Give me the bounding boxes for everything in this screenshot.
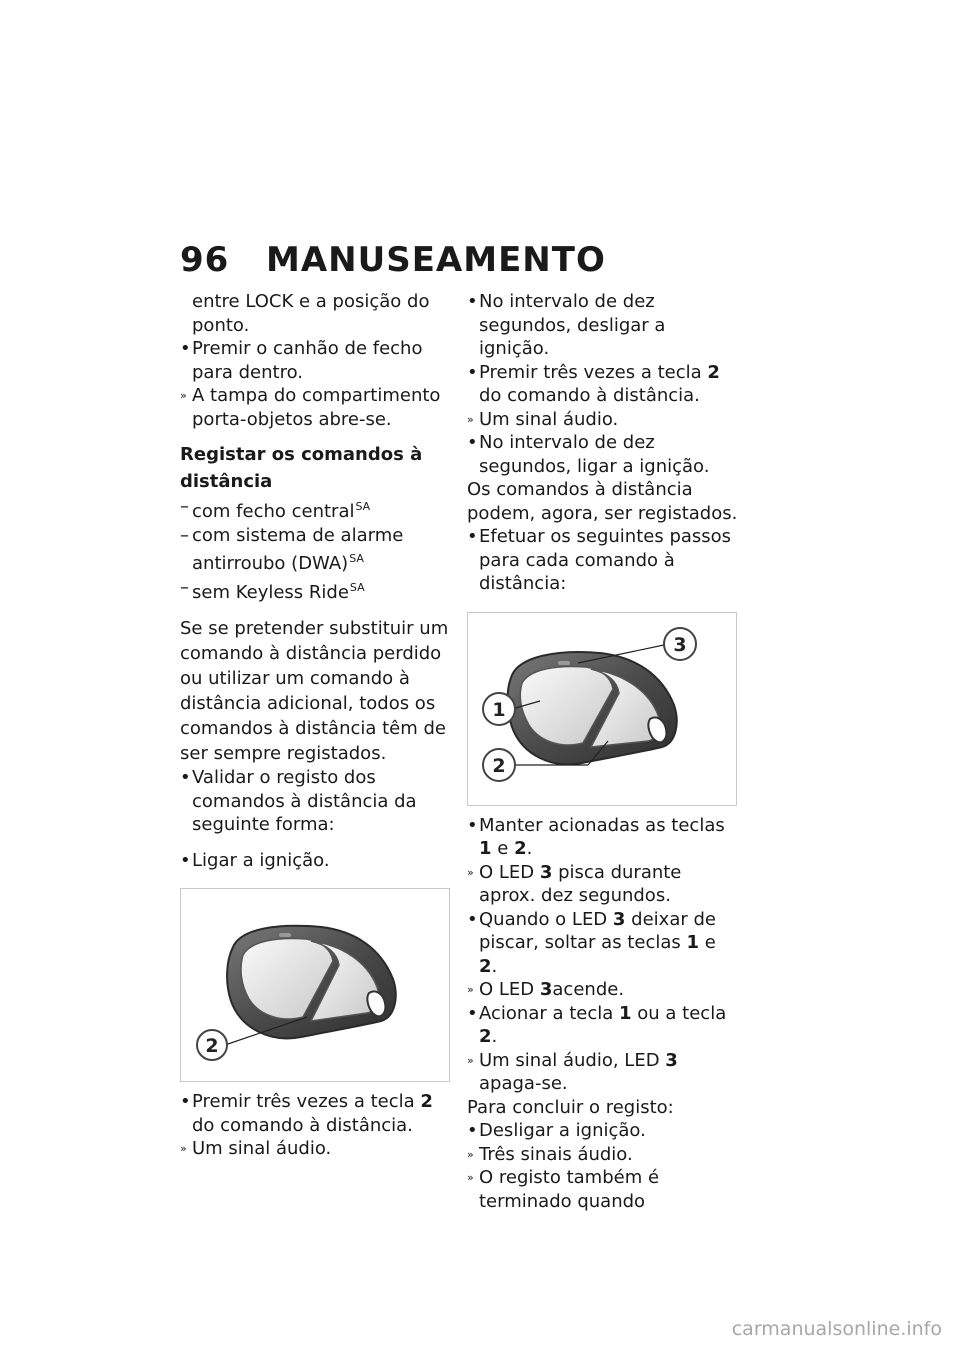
result-item [467, 978, 739, 1002]
result-item [180, 384, 452, 431]
right-column [467, 290, 739, 1213]
list-item-text: Desligar a ignição. [479, 1120, 646, 1141]
result-marker: » [467, 983, 474, 996]
condition-item [180, 495, 452, 524]
list-item [467, 431, 739, 478]
sa-tag: SA [349, 552, 364, 565]
result-text: O LED 3acende. [479, 979, 625, 1000]
list-item-text: No intervalo de dez segundos, desligar a ignição. [479, 291, 666, 359]
result-item [180, 1137, 452, 1161]
paragraph: Os comandos à distância podem, agora, ser registados. [467, 479, 738, 524]
dash-marker: – [180, 496, 189, 517]
remote-key-figure-numbered [467, 612, 737, 806]
callout-2-label: 2 [492, 754, 506, 777]
condition-item [180, 576, 452, 605]
led-indicator [558, 661, 570, 665]
bullet-marker: • [467, 361, 478, 383]
list-item-text: Premir três vezes a tecla 2 do comando à distância. [479, 361, 720, 406]
list-item-text: Manter acionadas as teclas 1 e 2. [479, 814, 725, 859]
section-heading: Registar os comandos à distância [180, 444, 423, 492]
list-item [467, 1119, 739, 1143]
list-item [180, 337, 452, 384]
list-item-text: Efetuar os seguintes passos para cada comando à distância: [479, 526, 732, 594]
list-item [467, 814, 739, 861]
bullet-marker: • [467, 814, 478, 836]
watermark: carmanualsonline.info [731, 1318, 942, 1340]
list-item-text: Validar o registo dos comandos à distância da seguinte forma: [192, 767, 417, 835]
result-item [467, 861, 739, 908]
bullet-marker: • [180, 1091, 191, 1112]
paragraph: Para concluir o registo: [467, 1096, 674, 1118]
result-marker: » [467, 865, 474, 879]
result-marker: » [467, 1171, 474, 1184]
list-item-text: Ligar a ignição. [192, 849, 330, 871]
result-marker: » [180, 1142, 187, 1155]
callout-1-label: 1 [492, 698, 506, 721]
result-marker: » [180, 389, 187, 402]
result-text: Um sinal áudio, LED 3 apaga-se. [479, 1049, 678, 1094]
continued-text: entre LOCK e a posição do ponto. [192, 291, 430, 336]
list-item [180, 849, 452, 873]
result-item [467, 1166, 739, 1213]
list-item [467, 525, 739, 596]
list-item-text: Premir o canhão de fecho para dentro. [192, 338, 423, 383]
list-item-text: No intervalo de dez segundos, ligar a ignição. [479, 432, 710, 477]
result-item [467, 1049, 739, 1096]
page-header [180, 240, 606, 280]
result-item [467, 408, 739, 432]
result-text: Três sinais áudio. [479, 1143, 633, 1165]
list-item-text: Acionar a tecla 1 ou a tecla 2. [479, 1002, 727, 1047]
sa-tag: SA [355, 500, 371, 513]
remote-key-illustration [181, 889, 449, 1081]
bullet-marker: • [180, 849, 191, 871]
result-marker: » [467, 412, 474, 426]
bullet-marker: • [467, 908, 478, 930]
led-indicator [279, 933, 291, 937]
callout-2-label: 2 [205, 1035, 219, 1057]
bullet-marker: • [467, 432, 478, 453]
result-item [467, 1143, 739, 1167]
list-item [180, 1090, 452, 1137]
result-text: Um sinal áudio. [479, 408, 619, 430]
list-item-text: Quando o LED 3 deixar de piscar, soltar as teclas 1 e 2. [479, 908, 716, 977]
page-number: 96 [180, 240, 230, 280]
condition-text: com sistema de alarme antirroubo (DWA) [192, 524, 404, 574]
left-column [180, 290, 452, 1161]
condition-text: com fecho central [192, 501, 355, 522]
bullet-marker: • [467, 1002, 478, 1024]
dash-marker: – [180, 576, 189, 598]
list-item [467, 908, 739, 979]
section-title: MANUSEAMENTO [266, 240, 606, 280]
remote-key-figure [180, 888, 450, 1082]
result-text: A tampa do compartimento porta-objetos abre-se. [192, 385, 441, 430]
paragraph: Se se pretender substituir um comando à distância perdido ou utilizar um comando à distância adicional, todos os comandos à distância têm de ser sempre registados. [180, 618, 449, 764]
bullet-marker: • [467, 291, 478, 312]
dash-marker: – [180, 524, 189, 546]
result-text: O registo também é terminado quando [479, 1167, 660, 1212]
condition-text: sem Keyless Ride [192, 581, 349, 603]
bullet-marker: • [180, 767, 191, 788]
bullet-marker: • [180, 338, 191, 359]
list-item [467, 361, 739, 408]
list-item [467, 1002, 739, 1049]
bullet-marker: • [467, 1120, 478, 1141]
condition-item [180, 524, 452, 576]
result-marker: » [467, 1147, 474, 1161]
list-item [467, 290, 739, 361]
result-text: Um sinal áudio. [192, 1138, 332, 1159]
result-text: O LED 3 pisca durante aprox. dez segundos. [479, 861, 682, 906]
result-marker: » [467, 1053, 474, 1067]
list-item-text: Premir três vezes a tecla 2 do comando à distância. [192, 1091, 433, 1136]
list-item [180, 766, 452, 837]
sa-tag: SA [349, 580, 365, 594]
bullet-marker: • [467, 526, 478, 547]
remote-key-illustration-numbered [468, 613, 736, 805]
callout-3-label: 3 [673, 633, 687, 656]
